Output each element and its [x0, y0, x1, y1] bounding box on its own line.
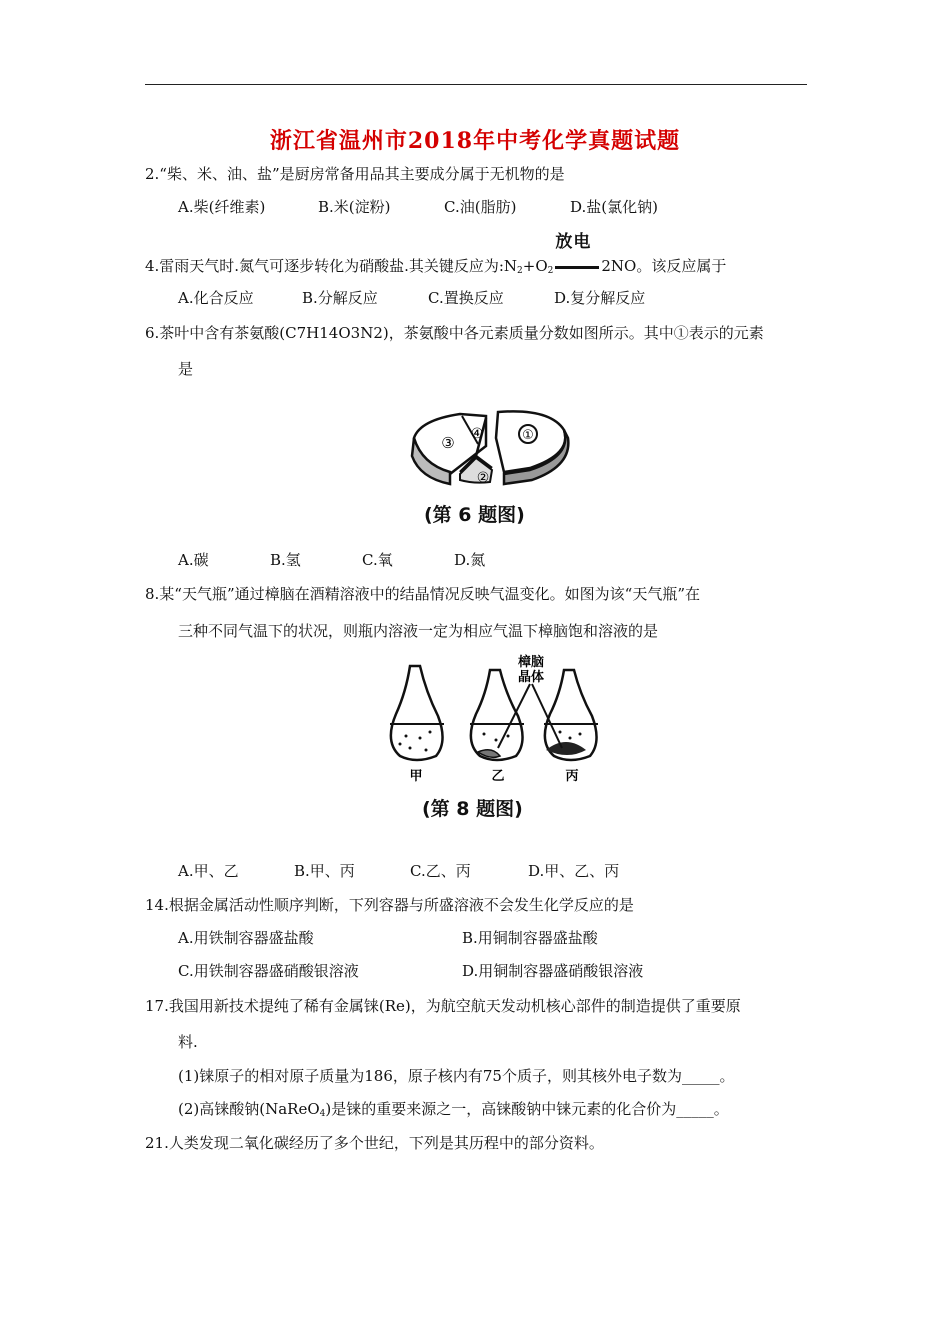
- header-rule: [145, 84, 807, 85]
- figure-6-caption: (第 6 题图): [424, 504, 525, 526]
- q17-sub2-before: (2)高铼酸钠(NaReO: [178, 1100, 320, 1118]
- pie-label-4: ④: [470, 426, 484, 442]
- page-title: 浙江省温州市2018年中考化学真题试题: [269, 128, 681, 154]
- q17-subquestion-1: (1)铼原子的相对原子质量为186，原子核内有75个质子，则其核外电子数为_____。: [178, 1067, 735, 1085]
- crystal-label-line1: 樟脑: [517, 655, 545, 670]
- q8-option-c: C.乙、丙: [410, 862, 471, 880]
- bottle-label-yi: 乙: [491, 769, 505, 784]
- question-4-text: [145, 232, 727, 281]
- question-6-text-cont: 是: [178, 360, 194, 378]
- q6-option-c: C.氧: [362, 551, 393, 569]
- q17-sub2-after: )是铼的重要来源之一，高铼酸钠中铼元素的化合价为_____。: [325, 1100, 729, 1118]
- q4-sub1: 2: [517, 266, 523, 276]
- bottle-label-bing: 丙: [565, 769, 579, 784]
- q4-option-b: B.分解反应: [302, 289, 378, 307]
- weather-bottles: [380, 652, 610, 792]
- reaction-bar: [555, 266, 599, 269]
- q14-option-c: C.用铁制容器盛硝酸银溶液: [178, 962, 359, 980]
- q8-option-b: B.甲、丙: [294, 862, 355, 880]
- q14-option-b: B.用铜制容器盛盐酸: [462, 929, 598, 947]
- q4-sub2: 2: [547, 266, 554, 276]
- q8-option-a: A.甲、乙: [178, 862, 239, 880]
- figure-6: [400, 398, 580, 530]
- q4-text-after: 2NO。该反应属于: [601, 257, 727, 275]
- question-14-text: 14.根据金属活动性顺序判断，下列容器与所盛溶液不会发生化学反应的是: [145, 896, 634, 914]
- figure-8: [380, 652, 610, 820]
- question-8-text: 8.某“天气瓶”通过樟脑在酒精溶液中的结晶情况反映气温变化。如图为该“天气瓶”在: [145, 585, 700, 603]
- bottle-label-jia: 甲: [409, 769, 423, 784]
- question-17-text: 17.我国用新技术提纯了稀有金属铼(Re)，为航空航天发动机核心部件的制造提供了重要原: [145, 997, 741, 1015]
- question-8-text-cont: 三种不同气温下的状况，则瓶内溶液一定为相应气温下樟脑饱和溶液的是: [178, 622, 659, 640]
- question-2-text: 2.“柴、米、油、盐”是厨房常备用品其主要成分属于无机物的是: [145, 165, 565, 183]
- question-21-text: 21.人类发现二氧化碳经历了多个世纪，下列是其历程中的部分资料。: [145, 1134, 604, 1152]
- pie-label-2: ②: [476, 470, 490, 486]
- q6-option-d: D.氮: [454, 551, 486, 569]
- q14-option-d: D.用铜制容器盛硝酸银溶液: [462, 962, 644, 980]
- q4-option-c: C.置换反应: [428, 289, 504, 307]
- q17-sub2-subscript: 4: [319, 1109, 326, 1119]
- q4-plus: +O: [522, 257, 548, 275]
- q8-option-d: D.甲、乙、丙: [528, 862, 620, 880]
- q2-option-c: C.油(脂肪): [444, 198, 517, 216]
- q4-option-d: D.复分解反应: [554, 289, 646, 307]
- q2-option-a: A.柴(纤维素): [178, 198, 266, 216]
- pie-label-3: ③: [441, 434, 455, 452]
- q14-option-a: A.用铁制容器盛盐酸: [178, 929, 314, 947]
- pie-label-1: ①: [522, 428, 534, 443]
- q2-option-d: D.盐(氯化钠): [570, 198, 658, 216]
- q4-text-before: 4.雷雨天气时.氮气可逐步转化为硝酸盐.其关键反应为:N: [145, 257, 518, 275]
- q6-option-b: B.氢: [270, 551, 301, 569]
- question-6-text: 6.茶叶中含有茶氨酸(C7H14O3N2)，茶氨酸中各元素质量分数如图所示。其中①表示的元素: [145, 324, 764, 342]
- figure-8-caption: (第 8 题图): [422, 798, 523, 820]
- q6-option-a: A.碳: [178, 551, 209, 569]
- reaction-arrow: [553, 232, 601, 276]
- reaction-condition: 放电: [555, 232, 592, 252]
- q17-subquestion-2: [178, 1099, 729, 1124]
- q4-option-a: A.化合反应: [178, 289, 254, 307]
- q2-option-b: B.米(淀粉): [318, 198, 391, 216]
- question-17-text-cont: 料.: [178, 1033, 198, 1051]
- crystal-label-line2: 晶体: [517, 670, 545, 685]
